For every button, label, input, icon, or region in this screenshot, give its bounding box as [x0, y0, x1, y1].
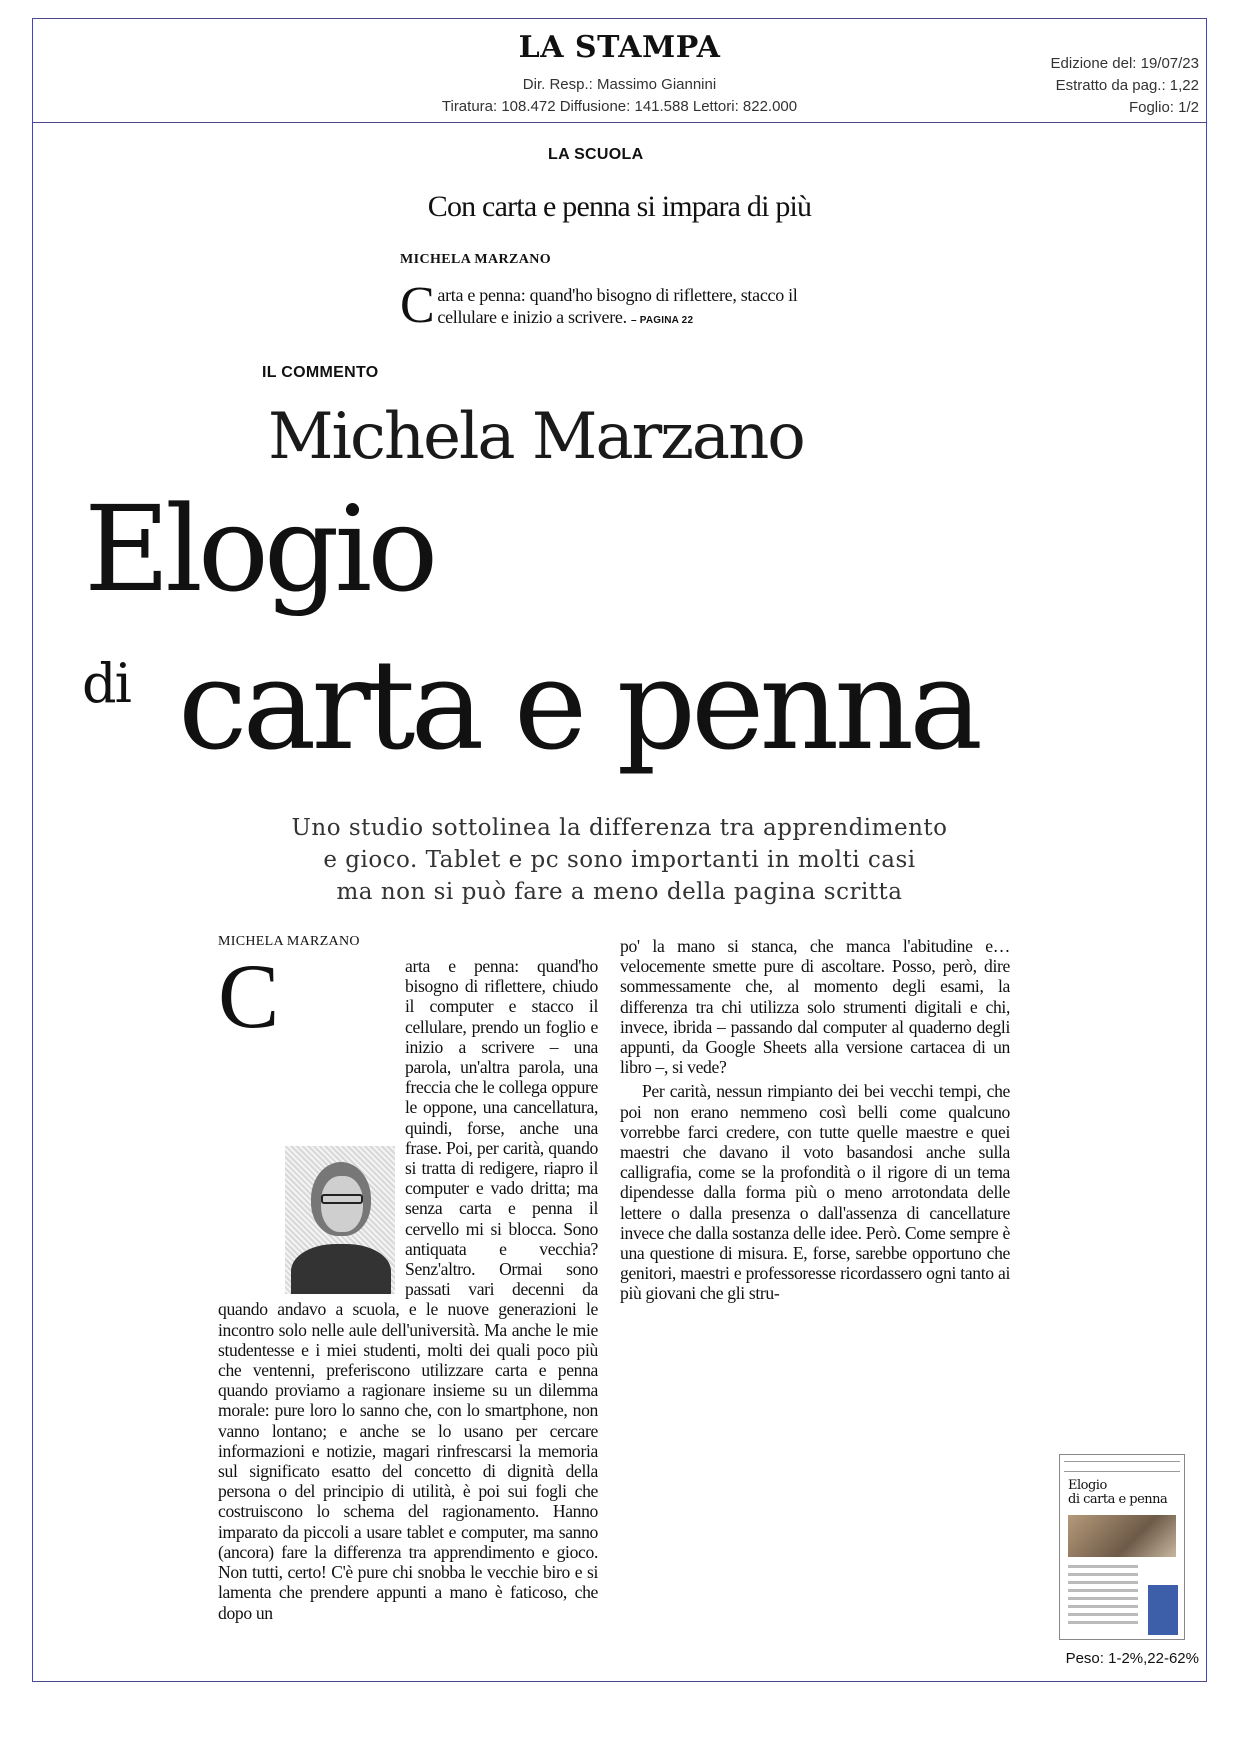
- teaser-text: arta e penna: quand'ho bisogno di riflettere, stacco il cellulare e inizio a scrivere.: [437, 285, 798, 327]
- subheadline: [0, 812, 1239, 908]
- weight-label: Peso: 1-2%,22-62%: [1065, 1650, 1199, 1667]
- subheadline-line2: e gioco. Tablet e pc sono importanti in molti casi: [323, 847, 916, 873]
- article-dropcap: C: [218, 945, 280, 1047]
- subheadline-line1: Uno studio sottolinea la differenza tra apprendimento: [291, 815, 948, 841]
- teaser-title: Con carta e penna si impara di più: [427, 190, 812, 223]
- edition-extract: Estratto da pag.: 1,22: [1055, 77, 1199, 94]
- teaser-page-ref: – PAGINA 22: [630, 315, 694, 326]
- headline-line2: carta e penna: [178, 634, 979, 778]
- teaser-body: [400, 277, 850, 334]
- page-thumbnail: [1059, 1454, 1185, 1640]
- teaser-dropcap: C: [400, 277, 435, 334]
- edition-date: Edizione del: 19/07/23: [1050, 55, 1199, 72]
- article-byline: MICHELA MARZANO: [218, 934, 360, 949]
- circulation-line: Tiratura: 108.472 Diffusione: 141.588 Lettori: 822.000: [441, 98, 798, 115]
- article-paragraph-2: po' la mano si stanca, che manca l'abitudine e… velocemente smette pure di ascoltare. Posso, però, dire sommessamente che, al momento degli esami, la differenza tra chi utilizza solo strumenti digitali e chi, invece, ibrida – passando dal computer al quaderno degli appunti, da Google Sheets alla versione cartacea di un libro –, si vede?: [620, 936, 1010, 1078]
- article-column-2: [620, 936, 1010, 1304]
- director-line: Dir. Resp.: Massimo Giannini: [522, 76, 717, 93]
- newspaper-logo: LA STAMPA: [518, 30, 721, 65]
- author-photo: [285, 1146, 395, 1294]
- edition-sheet: Foglio: 1/2: [1128, 99, 1199, 116]
- thumbnail-image: [1068, 1515, 1176, 1557]
- teaser-section-label: LA SCUOLA: [548, 146, 644, 163]
- author-name: Michela Marzano: [268, 400, 804, 474]
- article-paragraph-1: arta e penna: quand'ho bisogno di riflettere, chiudo il computer e stacco il cellulare, prendo un foglio e inizio a scrivere – una parola, un'altra parola, una freccia che le collega oppure le oppone, una cancellatura, quindi, forse, anche una frase. Poi, per carità, quando si tratta di redigere, riapro il computer e vado dritta; ma senza carta e penna il cervello mi si blocca. Sono antiquata e vecchia? Senz'altro. Ormai sono passati vari decenni da quando andavo a scuola, e le nuove generazioni le incontro solo nelle aule dell'università. Ma anche le mie studentesse e i miei studenti, molti dei quali poco più che ventenni, preferiscono utilizzare carta e penna quando proviamo a ragionare insieme su un dilemma morale: pure loro lo sanno che, con lo smartphone, non vanno lontano; e anche se lo usano per cercare informazioni e notizie, magari rinfrescarsi la memoria sul significato esatto del concetto di dignità della persona o del principio di utilità, è poi sui fogli che costruiscono lo schema del ragionamento. Hanno imparato da piccoli a usare tablet e computer, ma sanno (ancora) fare la differenza tra apprendimento e gioco. Non tutti, certo! C'è pure chi snobba le vecchie biro e si lamenta che prendere appunti a mano è faticoso, che dopo un: [218, 956, 598, 1623]
- subheadline-line3: ma non si può fare a meno della pagina scritta: [336, 879, 903, 905]
- teaser-byline: MICHELA MARZANO: [400, 252, 552, 267]
- headline-di: di: [82, 652, 130, 715]
- header-rule: [32, 122, 1207, 123]
- thumbnail-title-2: di carta e penna: [1068, 1492, 1168, 1507]
- article-column-1: [218, 945, 598, 1623]
- article-paragraph-3: Per carità, nessun rimpianto dei bei vecchi tempi, che poi non erano nemmeno così belli come qualcuno vorrebbe farci credere, con tutte quelle maestre e quei maestri che davano il voto basandosi anche sulla calligrafia, come se la profondità o il rigore di un tema dipendesse dalla forma più o meno arrotondata delle lettere o dalla presenza o dall'assenza di cancellature invece che dalla sostanza delle idee. Però. Come sempre è una questione di misura. E, forse, sarebbe opportuno che genitori, maestri e professoresse ricordassero ogni tanto ai più giovani che gli stru-: [620, 1081, 1010, 1304]
- commento-section-label: IL COMMENTO: [262, 364, 379, 381]
- headline-line1: Elogio: [84, 480, 434, 618]
- thumbnail-title-1: Elogio: [1068, 1478, 1107, 1493]
- thumbnail-ad-block: [1148, 1585, 1178, 1635]
